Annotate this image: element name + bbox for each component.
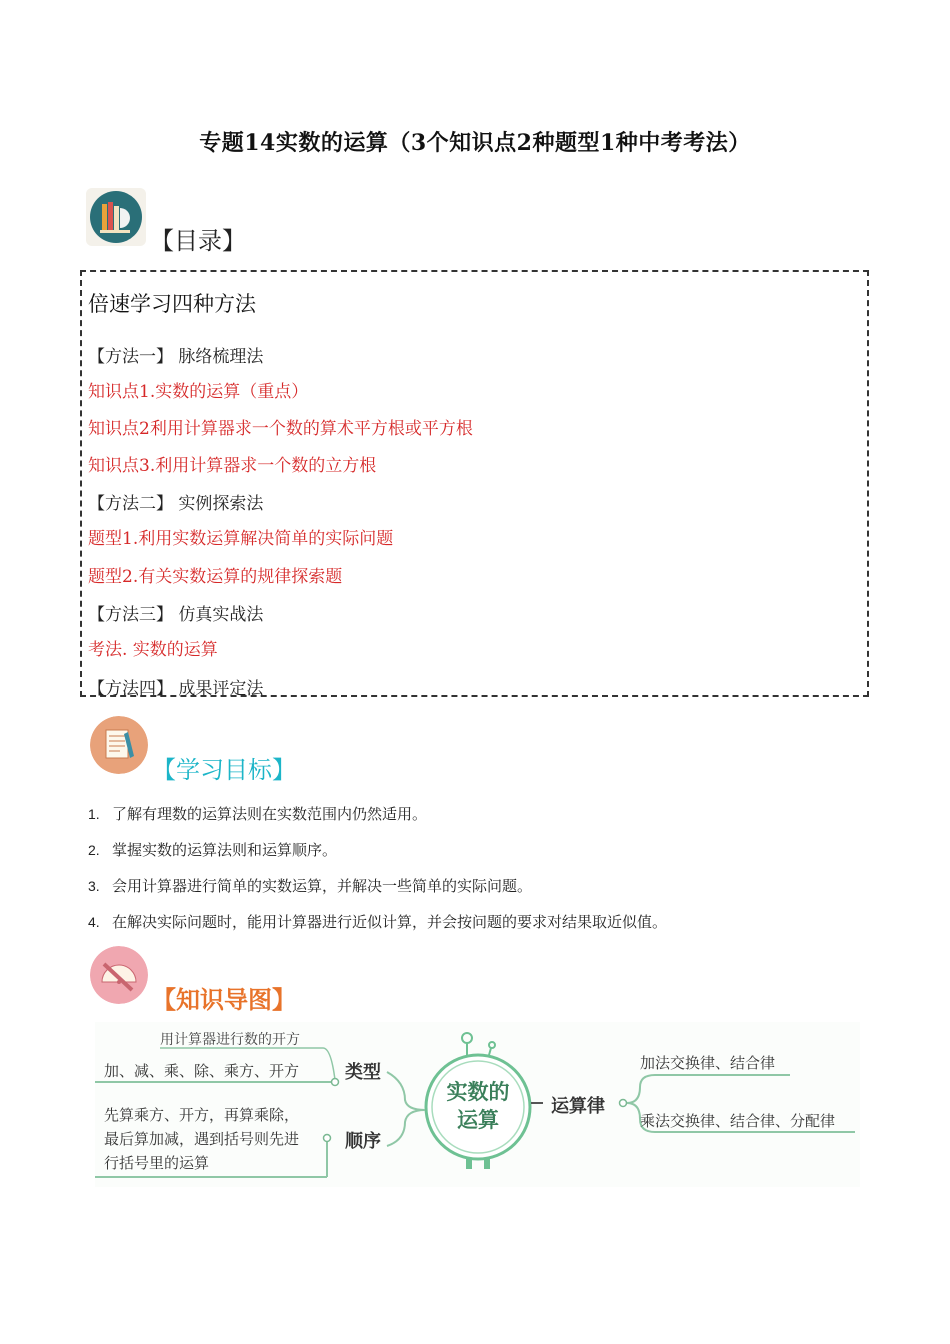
goals-label: 【学习目标】 xyxy=(152,756,296,784)
toc-item-method-1[interactable]: 【方法一】 脉络梳理法 xyxy=(88,347,264,367)
goal-text: 了解有理数的运算法则在实数范围内仍然适用。 xyxy=(112,805,428,823)
mindmap-leaf-order-2: 最后算加减，遇到括号则先进 xyxy=(104,1130,300,1148)
mindmap-leaf-mul-laws: 乘法交换律、结合律、分配律 xyxy=(640,1112,836,1130)
goal-item-1 xyxy=(88,803,427,824)
notebook-pencil-icon xyxy=(90,716,148,774)
toc-item-knowledge-2[interactable]: 知识点2利用计算器求一个数的算术平方根或平方根 xyxy=(88,419,473,439)
mindmap-label: 【知识导图】 xyxy=(152,985,296,1014)
protractor-ruler-icon xyxy=(90,946,148,1004)
mindmap-branch-laws: 运算律 xyxy=(551,1096,605,1117)
mindmap-center-line-2: 运算 xyxy=(457,1108,499,1132)
toc-heading: 倍速学习四种方法 xyxy=(88,292,256,316)
mindmap-leaf-ops: 加、减、乘、除、乘方、开方 xyxy=(104,1062,300,1080)
mindmap-leaf-sqrt: 用计算器进行数的开方 xyxy=(160,1032,300,1048)
mindmap-leaf-order-1: 先算乘方、开方，再算乘除， xyxy=(104,1106,300,1124)
knowledge-mindmap xyxy=(95,1022,860,1187)
goal-number: 3. xyxy=(88,878,100,894)
toc-item-method-2[interactable]: 【方法二】 实例探索法 xyxy=(88,494,264,514)
mindmap-branch-order: 顺序 xyxy=(345,1131,381,1152)
goal-item-2 xyxy=(88,839,337,860)
toc-box xyxy=(80,270,869,697)
toc-item-exam-method[interactable]: 考法. 实数的运算 xyxy=(88,640,218,660)
books-icon xyxy=(86,188,146,246)
goal-number: 2. xyxy=(88,842,100,858)
toc-item-method-4[interactable]: 【方法四】 成果评定法 xyxy=(88,679,264,699)
goal-number: 1. xyxy=(88,806,100,822)
mindmap-leaf-order-3: 行括号里的运算 xyxy=(104,1154,210,1172)
toc-item-knowledge-3[interactable]: 知识点3.利用计算器求一个数的立方根 xyxy=(88,456,377,476)
goal-item-4 xyxy=(88,911,667,932)
mindmap-branch-type: 类型 xyxy=(345,1062,381,1083)
mindmap-center-line-1: 实数的 xyxy=(446,1080,510,1104)
toc-label: 【目录】 xyxy=(150,227,246,255)
goal-item-3 xyxy=(88,875,532,896)
goal-text: 掌握实数的运算法则和运算顺序。 xyxy=(112,841,338,859)
document-title: 专题14实数的运算（3个知识点2种题型1种中考考法） xyxy=(199,130,751,156)
toc-item-method-3[interactable]: 【方法三】 仿真实战法 xyxy=(88,605,264,625)
mindmap-leaf-add-laws: 加法交换律、结合律 xyxy=(640,1054,776,1072)
toc-item-knowledge-1[interactable]: 知识点1.实数的运算（重点） xyxy=(88,382,309,402)
goal-text: 会用计算器进行简单的实数运算，并解决一些简单的实际问题。 xyxy=(112,877,533,895)
toc-item-type-1[interactable]: 题型1.利用实数运算解决简单的实际问题 xyxy=(88,529,394,549)
mindmap-center xyxy=(428,1078,528,1134)
goal-number: 4. xyxy=(88,914,100,930)
goal-text: 在解决实际问题时，能用计算器进行近似计算，并会按问题的要求对结果取近似值。 xyxy=(112,913,668,931)
toc-item-type-2[interactable]: 题型2.有关实数运算的规律探索题 xyxy=(88,567,343,587)
